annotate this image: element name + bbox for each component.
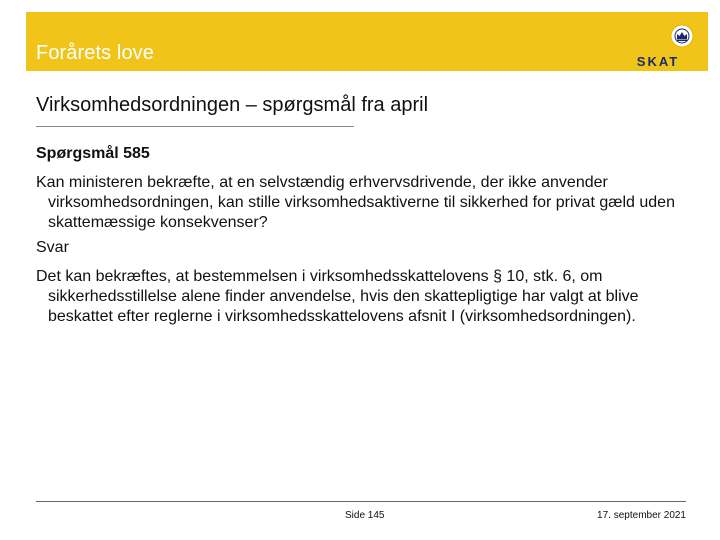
content-body — [36, 145, 696, 333]
footer-date: 17. september 2021 — [597, 510, 686, 521]
footer-page-number: Side 145 — [345, 510, 385, 521]
question-text: Kan ministeren bekræfte, at en selvstændig erhvervsdrivende, der ikke anvender virksomhedsordningen, kan stille virksomhedsaktiverne til sikkerhed for privat gæld uden skattemæssige konsekvenser? — [36, 174, 675, 231]
header-bar — [26, 12, 708, 71]
page-subtitle: Virksomhedsordningen – spørgsmål fra april — [36, 94, 429, 116]
answer-text: Det kan bekræftes, at bestemmelsen i virksomhedsskattelovens § 10, stk. 6, om sikkerhedsstillelse alene finder anvendelse, hvis den skattepligtige har valgt at blive beskattet efter reglerne i virksomhedsskattelovens afsnit I (virksomhedsordningen). — [36, 268, 639, 325]
answer-label: Svar — [36, 239, 69, 256]
skat-logo — [616, 18, 702, 68]
subtitle-divider — [36, 126, 354, 127]
footer-divider — [36, 501, 686, 502]
logo-text: SKAT — [636, 54, 680, 68]
question-label: Spørgsmål 585 — [36, 145, 150, 162]
header-title: Forårets love — [36, 42, 155, 64]
